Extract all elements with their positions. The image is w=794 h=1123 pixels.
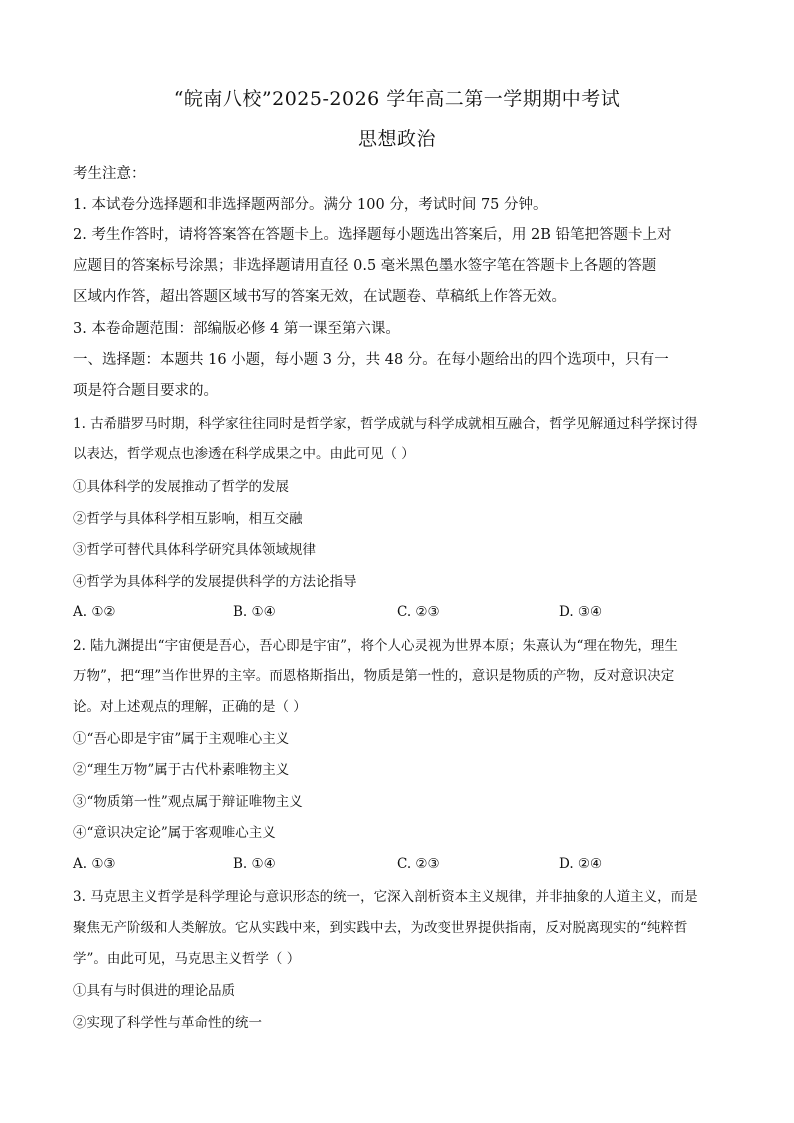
q2-option-a: A. ①③ <box>73 856 116 872</box>
section-heading-line-2: 项是符合题目要求的。 <box>73 383 218 399</box>
q1-statement-4: ④哲学为具体科学的发展提供科学的方法论指导 <box>73 574 357 590</box>
q2-statement-3: ③“物质第一性”观点属于辩证唯物主义 <box>73 794 303 810</box>
q1-statement-1: ①具体科学的发展推动了哲学的发展 <box>73 479 289 495</box>
q2-option-c: C. ②③ <box>397 856 440 872</box>
notice-item-2-line-1: 2. 考生作答时，请将答案答在答题卡上。选择题每小题选出答案后，用 2B 铅笔把答题卡上对 <box>73 227 672 243</box>
notice-item-2-line-3: 区域内作答，超出答题区域书写的答案无效，在试题卷、草稿纸上作答无效。 <box>73 289 566 305</box>
q2-stem-line-1: 2. 陆九渊提出“宇宙便是吾心，吾心即是宇宙”，将个人心灵视为世界本原；朱熹认为“理在物先，理生 <box>73 638 678 654</box>
q3-stem-line-3: 学”。由此可见，马克思主义哲学（ ） <box>73 951 301 967</box>
q2-statement-4: ④“意识决定论”属于客观唯心主义 <box>73 825 276 841</box>
notice-item-3: 3. 本卷命题范围：部编版必修 4 第一课至第六课。 <box>73 321 400 337</box>
exam-subject: 思想政治 <box>357 128 436 150</box>
q2-stem-line-2: 万物”，把“理”当作世界的主宰。而恩格斯指出，物质是第一性的，意识是物质的产物，反对意识决定 <box>73 668 675 684</box>
q1-stem-line-2: 以表达，哲学观点也渗透在科学成果之中。由此可见（ ） <box>73 446 415 462</box>
section-heading-line-1: 一、选择题：本题共 16 小题，每小题 3 分，共 48 分。在每小题给出的四个选项中，只有一 <box>73 352 669 368</box>
q3-statement-2: ②实现了科学性与革命性的统一 <box>73 1015 262 1031</box>
q3-statement-1: ①具有与时俱进的理论品质 <box>73 983 235 999</box>
q1-statement-3: ③哲学可替代具体科学研究具体领域规律 <box>73 542 316 558</box>
notice-item-1: 1. 本试卷分选择题和非选择题两部分。满分 100 分，考试时间 75 分钟。 <box>73 197 548 213</box>
q3-stem-line-1: 3. 马克思主义哲学是科学理论与意识形态的统一，它深入剖析资本主义规律，并非抽象的人道主义，而是 <box>73 889 698 905</box>
q2-statement-1: ①“吾心即是宇宙”属于主观唯心主义 <box>73 731 290 747</box>
q1-option-d: D. ③④ <box>559 604 603 620</box>
q1-statement-2: ②哲学与具体科学相互影响，相互交融 <box>73 511 303 527</box>
q1-option-c: C. ②③ <box>397 604 440 620</box>
q2-stem-line-3: 论。对上述观点的理解，正确的是（ ） <box>73 699 307 715</box>
q1-option-b: B. ①④ <box>233 604 276 620</box>
q1-option-a: A. ①② <box>73 604 116 620</box>
q1-stem-line-1: 1. 古希腊罗马时期，科学家往往同时是哲学家，哲学成就与科学成就相互融合，哲学见解通过科学探讨得 <box>73 416 698 432</box>
exam-title: “皖南八校”2025-2026 学年高二第一学期期中考试 <box>173 88 621 110</box>
q2-statement-2: ②“理生万物”属于古代朴素唯物主义 <box>73 762 290 778</box>
q1-options <box>73 604 723 624</box>
q2-option-b: B. ①④ <box>233 856 276 872</box>
notice-item-2-line-2: 应题目的答案标号涂黑；非选择题请用直径 0.5 毫米黑色墨水签字笔在答题卡上各题的答题 <box>73 258 657 274</box>
q2-option-d: D. ②④ <box>559 856 603 872</box>
q3-stem-line-2: 聚焦无产阶级和人类解放。它从实践中来，到实践中去，为改变世界提供指南，反对脱离现实的“纯粹哲 <box>73 920 688 936</box>
notice-heading: 考生注意： <box>73 166 146 182</box>
q2-options <box>73 856 723 876</box>
